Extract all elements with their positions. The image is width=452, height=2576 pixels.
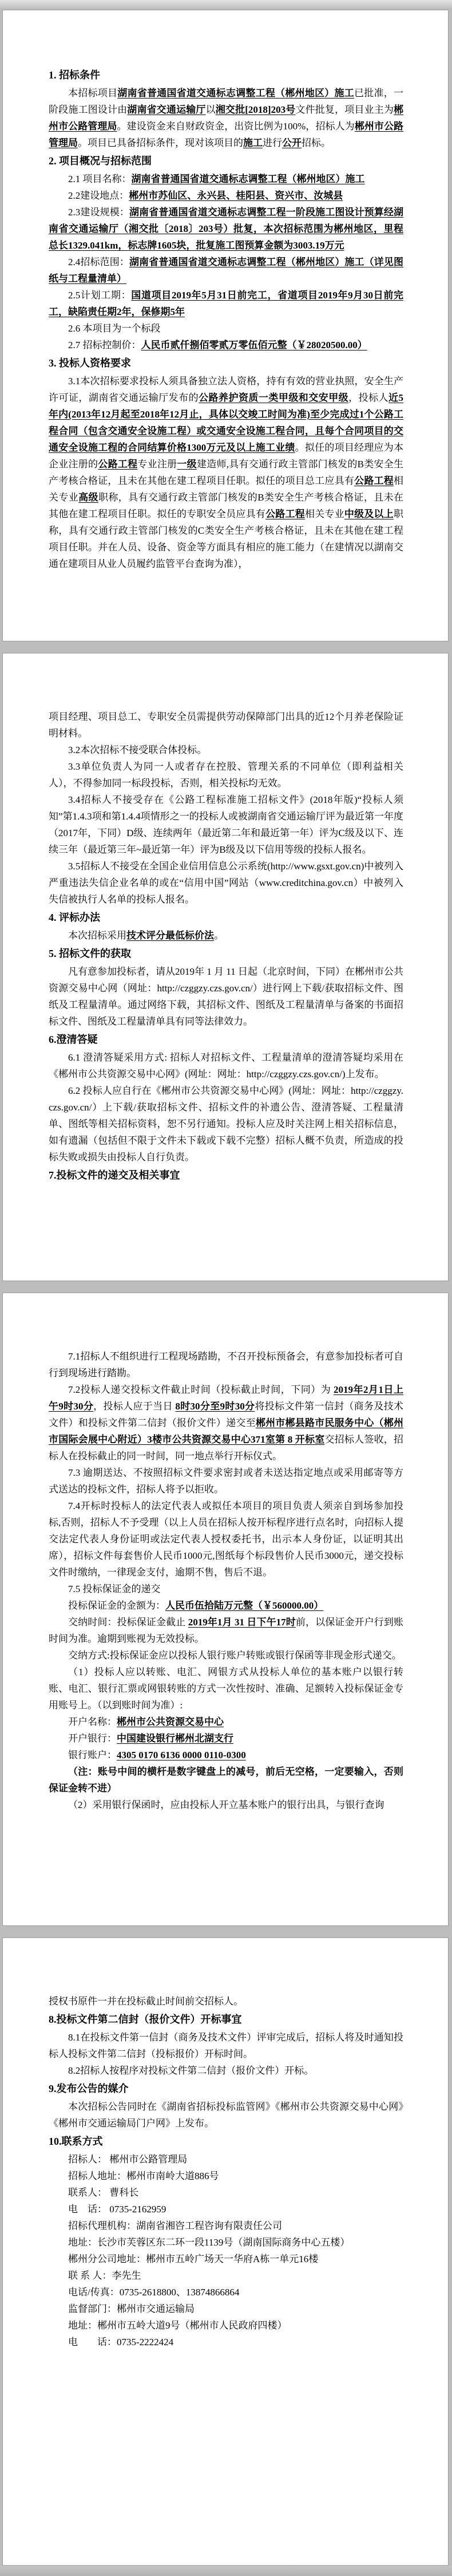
paragraph	[49, 1049, 403, 1082]
text-run: 联 系 人：李先生	[68, 2270, 141, 2281]
text-run: 1. 招标条件	[49, 69, 100, 81]
paragraph	[49, 1464, 403, 1498]
text-run: 8.投标文件第二信封（报价文件）开标事宜	[49, 2014, 242, 2025]
paragraph	[49, 2301, 403, 2317]
text-run: 3.3单位负责人为同一人或者存在控股、管理关系的不同单位（即利益相关人），不得参加同一标段投标，否则，相关投标均无效。	[49, 761, 403, 789]
paragraph	[49, 287, 403, 320]
text-run: 交纳时间：投标保证金截止	[68, 1617, 188, 1628]
text-run: 招标。	[302, 137, 331, 148]
document-page	[2, 653, 449, 1281]
paragraph	[49, 320, 403, 337]
text-run: 2.1 项目名称：	[68, 174, 132, 184]
paragraph	[49, 927, 403, 944]
text-run: 前，以保证金开户行到账时间为准。逾期到账视为无效投标。	[49, 1617, 404, 1644]
viewer-top-margin	[0, 0, 452, 10]
paragraph	[49, 2217, 403, 2234]
paragraph	[49, 2267, 403, 2284]
text-run: 湘交批[2018]203号	[215, 104, 296, 115]
text-run: 公路工程	[265, 509, 305, 519]
text-run: 2.7 招标控制价：	[68, 340, 141, 350]
text-run: 联系人： 曹科长	[68, 2187, 139, 2198]
text-run: 以	[205, 104, 216, 115]
text-run: 3.4招标人不接受存在《公路工程标准施工招标文件》(2018年版)“投标人须知”第1.4.3项和第1.4.4项情形之一的投标人或被湖南省交通运输厅评为最近第一年度（2017年，下同）D级、连续两年（最近第二年和最近第一年）评为C级及以下、连续三年（最近第三年~最近第一年）评为B级及以下信用等级的投标人报名。	[49, 794, 403, 855]
paragraph	[49, 1993, 403, 2010]
paragraph	[49, 1763, 403, 1797]
text-run: 6.1 澄清答疑采用方式: 招标人对招标文件、工程量清单的澄清答疑均采用在《郴州市公共资源交易中心网》(网址：网址：http://czggzy.czs.gov.cn/)上发布。	[49, 1052, 403, 1080]
text-run: （注：账号中间的横杆是数字键盘上的减号，前后无空格，一定要输入，否则保证金转不进）	[49, 1766, 403, 1794]
text-run: 公路养护资质一类甲级和交安甲级	[199, 392, 349, 403]
section-heading	[49, 355, 403, 372]
text-run: 湖南省普通国省道交通标志调整工程（郴州地区）施工	[117, 88, 355, 99]
section-heading	[49, 153, 403, 170]
paragraph	[49, 2334, 403, 2350]
text-run: 公路工程	[354, 475, 394, 486]
paragraph	[49, 2184, 403, 2201]
text-run: 技术评分最低标价法	[126, 930, 214, 941]
text-run: 2.5计划工期：	[68, 290, 132, 301]
text-run: 2.4招标范围：	[68, 257, 129, 267]
text-run: 2019年2月1日上午9时30分	[49, 1384, 403, 1412]
text-run: 招标人地址：郴州市南岭大道886号	[68, 2171, 219, 2181]
text-run: 中国建设银行郴州北湖支行	[117, 1733, 233, 1744]
paragraph	[49, 2234, 403, 2251]
text-run: 8.1在投标文件第一信封（商务及技术文件）评审完成后，招标人将及时通知投标人投标文件第二信封（投标报价）开标时间。	[49, 2032, 403, 2059]
text-run: 7.4开标时投标人的法定代表人或拟任本项目的项目负责人须亲自到场参加投标,否则，招标人不予受理（以上人员在招标人按开标程序进行点名时，向招标人提交法定代表人身份证明或法定代表人授权委托书，出示本人身份证，以证明其出席），招标文件每套售价人民币1000元,图纸每个标段售价人民币3000元，递交投标文件时缴纳，一律现金支付，逾期不售，售后不退。	[49, 1500, 403, 1578]
paragraph	[49, 1747, 403, 1763]
text-run: 。项目已具备招标条件，现对该项目的	[78, 137, 243, 148]
text-run: 。拟任的项目经理应为本企业注册的	[49, 442, 404, 470]
paragraph	[49, 858, 403, 908]
document-page	[2, 1293, 449, 1926]
paragraph	[49, 1082, 403, 1165]
text-run: 郴州分公司地址：郴州市五岭广场天一华府A栋一单元16楼	[68, 2254, 319, 2264]
paragraph	[49, 1381, 403, 1464]
text-run: 电 话：0735-2222424	[68, 2337, 174, 2347]
text-run: ，投标人应于当日	[93, 1401, 176, 1412]
text-run: 开户名称：	[68, 1716, 117, 1727]
text-run: 本次招标采用	[68, 930, 126, 941]
text-run: 招标代理机构：湖南省湘咨工程咨询有限责任公司	[68, 2220, 282, 2231]
text-run: 3.2本次招标不接受联合体投标。	[68, 745, 207, 755]
section-heading	[49, 1167, 403, 1184]
text-run: 2.2建设地点：	[68, 190, 129, 201]
paragraph	[49, 758, 403, 791]
text-run: 2.6 本项目为一个标段	[68, 323, 161, 334]
text-run: 6.2 投标人应自行在《郴州市公共资源交易中心网》(网址：网址：http://czggzy.czs.gov.cn/）上下载/获取招标文件、招标文件的补遗公告、澄清答疑、工程量清单、图纸等相关招标资料，恕不另行通知。投标人应及时关注网上相关招标信息，如有遗漏（包括但不限于文件未下载或下载不完整）招标人概不负责，所造成的投标失败或损失由投标人自行负责。	[49, 1085, 403, 1163]
text-run: 2. 项目概况与招标范围	[49, 155, 152, 167]
text-run: 监督部门：郴州市交通运输局	[68, 2303, 195, 2314]
paragraph	[49, 2029, 403, 2062]
viewer-bottom-margin	[0, 2566, 452, 2576]
text-run: 相关专业	[304, 509, 344, 519]
text-run: 6.澄清答疑	[49, 1034, 98, 1045]
paragraph	[49, 2168, 403, 2184]
text-run: 地址：长沙市芙蓉区东二环一段1139号（湖南国际商务中心五楼）	[68, 2237, 350, 2248]
text-run: 建造师,具有交通行政主管部门核发的B类安全生产考核合格证，且未在其他在建工程项目任职。拟任的项目总工应具有	[49, 459, 404, 486]
text-run: 专业注册	[137, 459, 177, 470]
text-run: 湖南省普通国省道交通标志调整工程一阶段施工图设计预算经湖南省交通运输厅（湘交批〔2018〕203号）批复，本次招标范围为郴州地区，里程总长1329.041km，标志牌1605块，批复施工图预算金额为3003.19万元	[49, 207, 404, 251]
text-run: ，投标人	[348, 392, 389, 403]
paragraph	[49, 373, 403, 572]
text-run: 投标保证金的金额为：	[68, 1600, 165, 1611]
text-run: 人民币贰仟捌佰零贰万零伍佰元整（￥28020500.00）	[141, 340, 367, 350]
paragraph	[49, 791, 403, 858]
text-run: 2019年1月 31 日下午17时	[188, 1617, 296, 1628]
text-run: 5. 招标文件的获取	[49, 948, 131, 959]
text-run: 湖南省普通国省道交通标志调整工程（郴州地区）施工	[131, 174, 365, 184]
paragraph	[49, 85, 403, 151]
text-run: 电 话： 0735-2162959	[68, 2204, 166, 2215]
paragraph	[49, 2201, 403, 2217]
text-run: 凡有意参加投标者，请从2019年 1 月 11 日起（北京时间，下同）在郴州市公共资源交易中心网（网址：http://czggzy.czs.gov.cn/）进行网上下载/获取招标文件、图纸及工程量清单。通过网络下载，其招标文件、图纸及工程量清单与备案的书面招标文件、图纸及工程量清单具有同等法律效力。	[49, 966, 403, 1027]
paragraph	[49, 337, 403, 353]
text-run: 10.联系方式	[49, 2136, 103, 2147]
text-run: 公开	[282, 137, 302, 148]
text-run: 。建设资金来自财政资金，出资比例为100%，招标人为	[117, 121, 355, 132]
text-run: 郴州市郴县路市民服务中心（郴州市国际会展中心附近）3楼市公共资源交易中心371室第 8 开标室	[49, 1417, 404, 1445]
text-run: 9.发布公告的媒介	[49, 2083, 129, 2094]
text-run: 郴州市公共资源交易中心	[117, 1716, 224, 1727]
text-run: 招标人： 郴州市公路管理局	[68, 2154, 188, 2165]
paragraph	[49, 2317, 403, 2334]
text-run: 2.3建设规模：	[68, 207, 129, 218]
text-run: 地址：郴州市五岭大道9号（郴州市人民政府四楼）	[68, 2320, 287, 2331]
paragraph	[49, 1730, 403, 1747]
text-run: 本招标项目	[68, 88, 118, 99]
text-run: 湖南省普通国省道交通标志调整工程（郴州地区）施工（详见图纸与工程量清单）	[49, 257, 404, 284]
text-run: 银行账户：	[68, 1750, 117, 1760]
paragraph	[49, 2098, 403, 2132]
text-run: 7.2投标人递交投标文件截止时间（投标截止时间，下同）为	[68, 1384, 334, 1395]
text-run: 本次招标公告同时在《湖南省招标投标监管网》《郴州市公共资源交易中心网》《郴州市交通运输局门户网》上发布。	[49, 2101, 403, 2129]
section-heading	[49, 1031, 403, 1048]
section-heading	[49, 2081, 403, 2097]
paragraph	[49, 1581, 403, 1597]
text-run: 职称，具有交通行政主管部门核发的C类安全生产考核合格证，且未在其他在建工程项目任职。并在人员、设备、资金等方面具有相应的施工能力（在建情况以湖南交通在建项目从业人员履约监管平台查询为准），	[49, 509, 404, 569]
paragraph	[49, 2151, 403, 2168]
text-run: 电话/传真：0735-2618800、13874866864	[68, 2287, 240, 2298]
text-run: 中级及以上	[344, 509, 394, 519]
text-run: 7.3 逾期送达、不按照招标文件要求密封或者未送达指定地点或采用邮寄等方式送达的投标文件，招标人将予以拒收。	[49, 1467, 403, 1495]
text-run: 3. 投标人资格要求	[49, 357, 131, 369]
paragraph	[49, 204, 403, 254]
text-run: 国道项目2019年5月31日前完工，省道项目2019年9月30日前完工，缺陷责任期2年，保修期5年	[49, 290, 404, 317]
paragraph	[49, 171, 403, 187]
section-heading	[49, 2011, 403, 2028]
text-run: 相关专业	[49, 475, 404, 503]
paragraph	[49, 1714, 403, 1730]
text-run: （1）投标人应以转账、电汇、网银方式从投标人单位的基本账户以银行转账、电汇、银行汇票或网银转账的方式一次性按时、准确、足额转入投标保证金专用账号上。（以到账时间为准）:	[49, 1667, 403, 1711]
text-run: 施工	[243, 137, 263, 148]
text-run: 郴州市苏仙区、永兴县、桂阳县、资兴市、汝城县	[129, 190, 343, 201]
text-run: 8.2招标人按程序对投标文件第二信封（报价文件）开标。	[68, 2065, 314, 2076]
text-run: 3.5招标人不接受在全国企业信用信息公示系统(http://www.gsxt.gov.cn)中被列入严重违法失信企业名单的或在“信用中国”网站（www.creditchina.gov.cn）中被列入失信被执行人名单的投标人报名。	[49, 861, 403, 905]
paragraph	[49, 1348, 403, 1381]
section-heading	[49, 2133, 403, 2150]
paragraph	[49, 2062, 403, 2079]
text-run: 公路工程	[98, 459, 138, 470]
text-run: 7.5 投标保证金的递交	[68, 1584, 161, 1594]
text-run: 郴州市公路管理局	[49, 104, 404, 132]
text-run: 已批准，一阶段施工图设计由	[49, 88, 404, 115]
text-run: 3.1本次招标要求投标人须具备独立法人资格，持有有效的营业执照，安全生产许可证，湖南省交通运输厅发布的	[49, 376, 403, 403]
text-run: 开户银行：	[68, 1733, 117, 1744]
text-run: 8时30分至9时30分	[175, 1401, 255, 1412]
paragraph	[49, 963, 403, 1030]
text-run: 郴州市公路管理局	[49, 121, 404, 148]
paragraph	[49, 187, 403, 204]
document-page	[2, 10, 449, 641]
text-run: 将投标文件第一信封（商务及技术文件）和投标文件第二信封（报价文件）递交至	[49, 1401, 404, 1428]
paragraph	[49, 2251, 403, 2267]
paragraph	[49, 1498, 403, 1581]
paragraph	[49, 1797, 403, 1813]
text-run: 一级	[177, 459, 197, 470]
section-heading	[49, 946, 403, 962]
paragraph	[49, 254, 403, 287]
text-run: 4305 0170 6136 0000 0110-0300	[117, 1750, 246, 1760]
document-page	[2, 1937, 449, 2566]
paragraph	[49, 2284, 403, 2301]
text-run: 近5年内(2013年12月起至2018年12月止，具体以交竣工时间为准)至少完成过1个公路工程合同（包含交通安全设施工程）或交通安全设施工程合同，且每个合同项目的交通安全设施工程的合同结算价格1300万元及以上施工业绩	[49, 392, 404, 453]
paragraph	[49, 708, 403, 742]
text-run: 授权书原件一并在投标截止时间前交招标人。	[49, 1996, 243, 2007]
text-run: 进行	[263, 137, 282, 148]
document-pages-container	[0, 10, 452, 2566]
text-run: 高级	[78, 492, 98, 503]
text-run: 7.投标文件的递交及相关事宜	[49, 1169, 180, 1181]
text-run: 职称，具有交通行政主管部门核发的B类安全生产考核合格证，且未在其他在建工程项目任职。拟任的专职安全员应具有	[49, 492, 403, 519]
text-run: 项目经理、项目总工、专职安全员需提供劳动保障部门出具的近12个月养老保险证明材料。	[49, 711, 403, 739]
paragraph	[49, 1647, 403, 1664]
section-heading	[49, 909, 403, 926]
paragraph	[49, 1664, 403, 1714]
section-heading	[49, 67, 403, 84]
text-run: 交招标人签收，招标人在投标截止的同一时间，同一地点举行开标仪式。	[49, 1434, 404, 1462]
paragraph	[49, 1597, 403, 1614]
paragraph	[49, 742, 403, 758]
text-run: （2）采用银行保函时，应由投标人开立基本账户的银行出具，与银行查询	[68, 1799, 384, 1810]
text-run: 7.1招标人不组织进行工程现场踏勘，不召开投标预备会，有意参加投标者可自行到现场进行踏勘。	[49, 1351, 403, 1378]
text-run: 人民币伍拾陆万元整（￥560000.00）	[165, 1600, 324, 1611]
text-run: 。	[214, 930, 224, 941]
text-run: 湖南省交通运输厅	[127, 104, 206, 115]
text-run: 文件批复，项目业主为	[295, 104, 394, 115]
paragraph	[49, 1614, 403, 1647]
text-run: 交纳方式:投标保证金应以投标人银行账户转账或银行保函等非现金形式递交。	[68, 1650, 402, 1661]
text-run: 4. 评标办法	[49, 912, 100, 923]
